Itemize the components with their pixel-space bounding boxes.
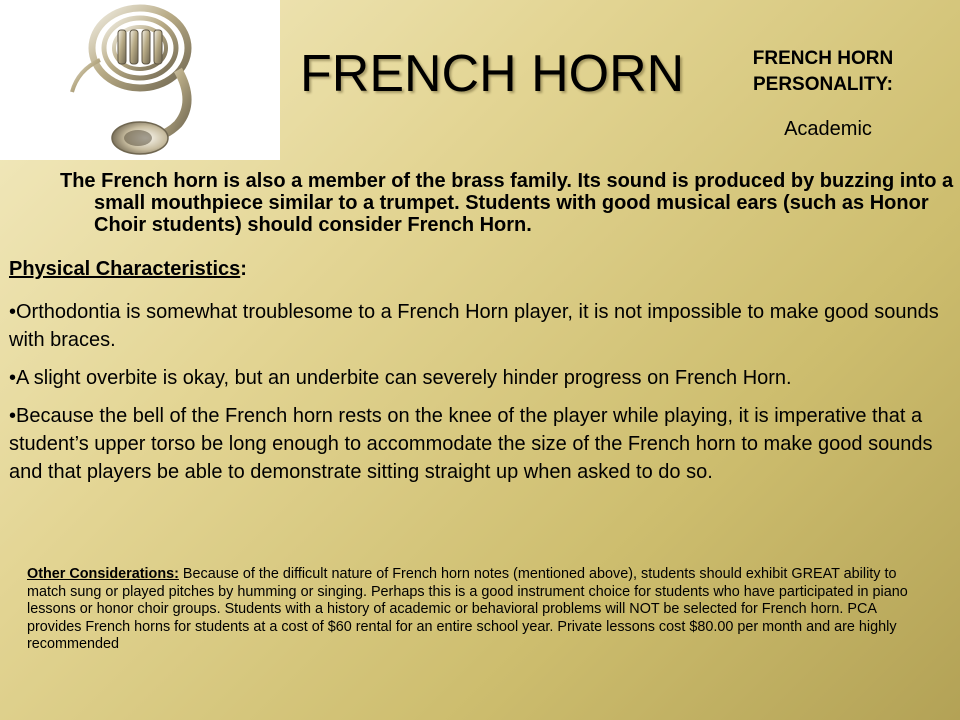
personality-value: Academic [784,118,872,140]
physical-heading-colon: : [240,258,247,280]
personality-label-line1: FRENCH HORN [752,48,894,69]
french-horn-image [0,0,280,160]
page-title: FRENCH HORN [300,45,685,103]
personality-label [718,46,928,98]
list-item: •Orthodontia is somewhat troublesome to a French Horn player, it is not impossible to make good sounds with braces. [9,301,939,351]
personality-label-line2: PERSONALITY: [752,74,894,95]
list-item: •Because the bell of the French horn rests on the knee of the player while playing, it is imperative that a student’s upper torso be long enough to accommodate the size of the French horn to make good sounds and that players be able to demonstrate sitting straight up when asked to do so. [9,405,933,483]
french-horn-icon [0,0,280,160]
physical-heading-text: Physical Characteristics [9,258,241,280]
physical-characteristics-heading [9,256,409,282]
other-considerations-label: Other Considerations: [27,566,179,582]
other-considerations [27,566,932,654]
other-considerations-text: Because of the difficult nature of French horn notes (mentioned above), students should exhibit GREAT ability to match sung or played pitches by humming or singing. Perhaps this is a good instrument choice for students who have participated in piano lessons or honor choir groups. Students with a history of academic or behavioral problems will NOT be selected for French horn. PCA provides French horns for students at a cost of $60 rental for an entire school year. Private lessons cost $80.00 per month and are highly recommended [27,566,908,653]
list-item: •A slight overbite is okay, but an underbite can severely hinder progress on French Horn. [9,367,792,389]
intro-paragraph: The French horn is also a member of the brass family. Its sound is produced by buzzing into a small mouthpiece similar to a trumpet. Students with good musical ears (such as Honor Choir students) should consider French Horn. [60,170,954,236]
physical-characteristics-list [9,298,959,496]
